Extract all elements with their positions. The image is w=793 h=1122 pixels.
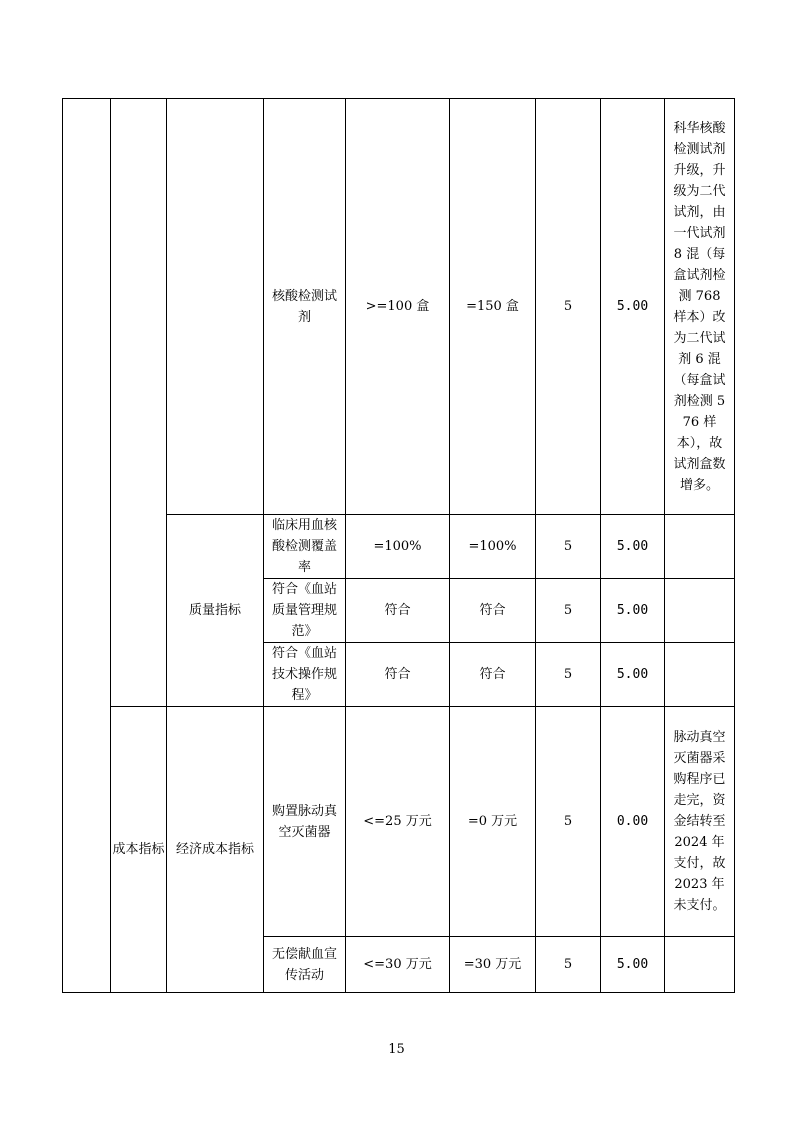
weight-value: 5 [536,99,601,515]
indicator-name: 临床用血核酸检测覆盖率 [264,515,346,579]
first-level-indicator-cell [63,99,111,993]
deviation-note [665,937,735,993]
indicator-name: 符合《血站质量管理规范》 [264,579,346,643]
score-value: 5.00 [601,579,665,643]
weight-value: 5 [536,579,601,643]
actual-value: =30 万元 [450,937,536,993]
indicator-name: 购置脉动真空灭菌器 [264,707,346,937]
page-number: 15 [388,1042,405,1057]
deviation-note [665,643,735,707]
second-level-indicator-cell [111,99,167,707]
actual-value: 符合 [450,579,536,643]
table-row [63,707,735,937]
indicator-name: 无偿献血宣传活动 [264,937,346,993]
weight-value: 5 [536,643,601,707]
score-value: 0.00 [601,707,665,937]
score-value: 5.00 [601,643,665,707]
weight-value: 5 [536,937,601,993]
deviation-note [665,579,735,643]
third-level-indicator-cell [167,99,264,515]
economic-cost-indicator-cell: 经济成本指标 [167,707,264,993]
performance-indicator-table [62,98,735,993]
indicator-name: 核酸检测试剂 [264,99,346,515]
cost-indicator-cell: 成本指标 [111,707,167,993]
target-value: 符合 [346,643,450,707]
score-value: 5.00 [601,99,665,515]
target-value: >=100 盒 [346,99,450,515]
table-row [63,99,735,515]
target-value: =100% [346,515,450,579]
deviation-note: 脉动真空灭菌器采购程序已走完，资金结转至 2024 年支付，故 2023 年未支付。 [665,707,735,937]
score-value: 5.00 [601,515,665,579]
weight-value: 5 [536,515,601,579]
actual-value: =100% [450,515,536,579]
target-value: <=30 万元 [346,937,450,993]
actual-value: =0 万元 [450,707,536,937]
weight-value: 5 [536,707,601,937]
quality-indicator-cell: 质量指标 [167,515,264,707]
deviation-note: 科华核酸检测试剂升级，升级为二代试剂，由一代试剂 8 混（每盒试剂检测 768 样本）改为二代试剂 6 混（每盒试剂检测 576 样本），故试剂盒数增多。 [665,99,735,515]
actual-value: 符合 [450,643,536,707]
score-value: 5.00 [601,937,665,993]
target-value: 符合 [346,579,450,643]
actual-value: =150 盒 [450,99,536,515]
indicator-name: 符合《血站技术操作规程》 [264,643,346,707]
deviation-note [665,515,735,579]
target-value: <=25 万元 [346,707,450,937]
